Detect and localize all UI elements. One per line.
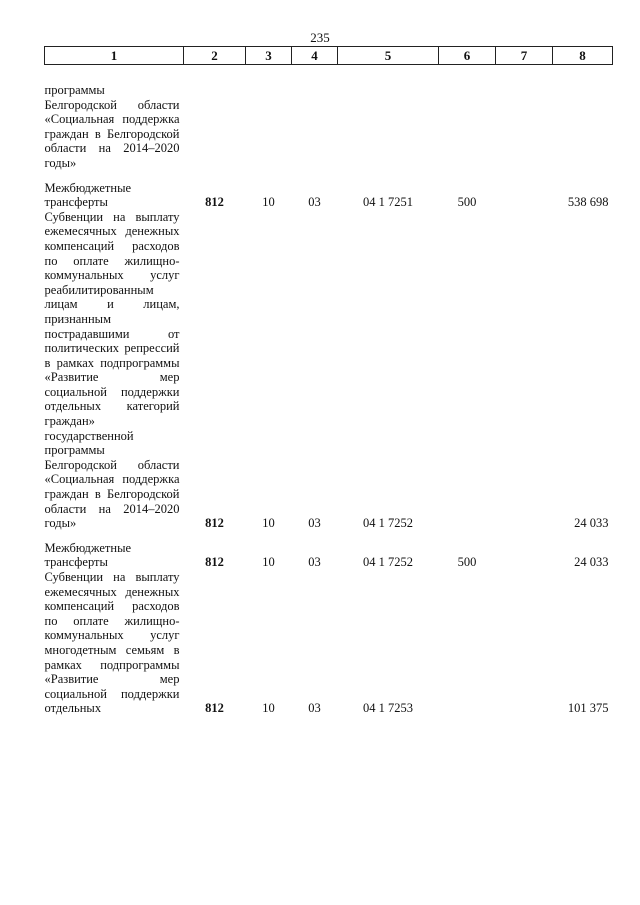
- cell-expense-type: [439, 570, 496, 716]
- cell-target-article: 04 1 7253: [363, 701, 413, 716]
- cell-expense-type: [439, 65, 496, 171]
- page-number: 235: [310, 30, 330, 45]
- cell-admin-code: 812: [205, 554, 224, 569]
- cell-amount: 101 375: [567, 701, 609, 716]
- header-col-8: 8: [553, 47, 613, 65]
- cell-section: [246, 65, 292, 171]
- cell-subsection: [292, 65, 338, 171]
- cell-amount: 24 033: [574, 554, 609, 569]
- cell-target-article: [338, 65, 439, 171]
- cell-section: 10: [262, 554, 275, 569]
- cell-admin-code: [184, 65, 246, 171]
- cell-expense-type: 500: [457, 554, 477, 569]
- cell-target-article: 04 1 7252: [363, 516, 413, 531]
- cell-section: 10: [262, 516, 275, 531]
- cell-subsection: 03: [308, 516, 321, 531]
- header-col-1: 1: [45, 47, 184, 65]
- cell-subsection: 03: [308, 194, 321, 209]
- cell-amount: 538 698: [567, 194, 609, 209]
- cell-expense-type: 500: [457, 194, 477, 209]
- cell-section: 10: [262, 701, 275, 716]
- cell-amount: [553, 65, 613, 171]
- cell-col-7: [496, 171, 553, 210]
- table-row: [45, 570, 613, 716]
- cell-subsection: 03: [308, 701, 321, 716]
- row-description: Межбюджетные трансферты: [44, 540, 132, 570]
- table-row: [45, 171, 613, 210]
- cell-amount: 24 033: [574, 516, 609, 531]
- budget-table: [44, 46, 613, 716]
- cell-target-article: 04 1 7251: [363, 194, 413, 209]
- header-col-7: 7: [496, 47, 553, 65]
- cell-admin-code: 812: [205, 194, 224, 209]
- header-row: [45, 47, 613, 65]
- table-row: [45, 531, 613, 570]
- cell-target-article: 04 1 7252: [363, 554, 413, 569]
- table-row: [45, 65, 613, 171]
- cell-admin-code: 812: [205, 516, 224, 531]
- row-description: Субвенции на выплату ежемесячных денежных компенсаций расходов по оплате жилищно-коммунальных услуг реабилитированным лицам и лицам, признанным пострадавшими от политических репрессий в рамках подпрограммы «Развитие мер социальной поддержки отдельных категорий граждан» государственной программы Белгородской области «Социальная поддержка граждан в Белгородской области на 2014–2020 годы»: [44, 209, 180, 531]
- cell-col-7: [496, 570, 553, 716]
- header-col-6: 6: [439, 47, 496, 65]
- row-description: Субвенции на выплату ежемесячных денежных компенсаций расходов по оплате жилищно-коммунальных услуг многодетным семьям в рамках подпрограммы «Развитие мер социальной поддержки отдельных: [44, 570, 180, 716]
- row-description: программы Белгородской области «Социальная поддержка граждан в Белгородской области на 2014–2020 годы»: [44, 83, 180, 170]
- cell-col-7: [496, 65, 553, 171]
- cell-col-7: [496, 210, 553, 531]
- cell-section: 10: [262, 194, 275, 209]
- header-col-5: 5: [338, 47, 439, 65]
- cell-subsection: 03: [308, 554, 321, 569]
- table-row: [45, 210, 613, 531]
- cell-admin-code: 812: [205, 701, 224, 716]
- header-col-3: 3: [246, 47, 292, 65]
- header-col-2: 2: [184, 47, 246, 65]
- header-col-4: 4: [292, 47, 338, 65]
- cell-col-7: [496, 531, 553, 570]
- row-description: Межбюджетные трансферты: [44, 180, 132, 210]
- cell-expense-type: [439, 210, 496, 531]
